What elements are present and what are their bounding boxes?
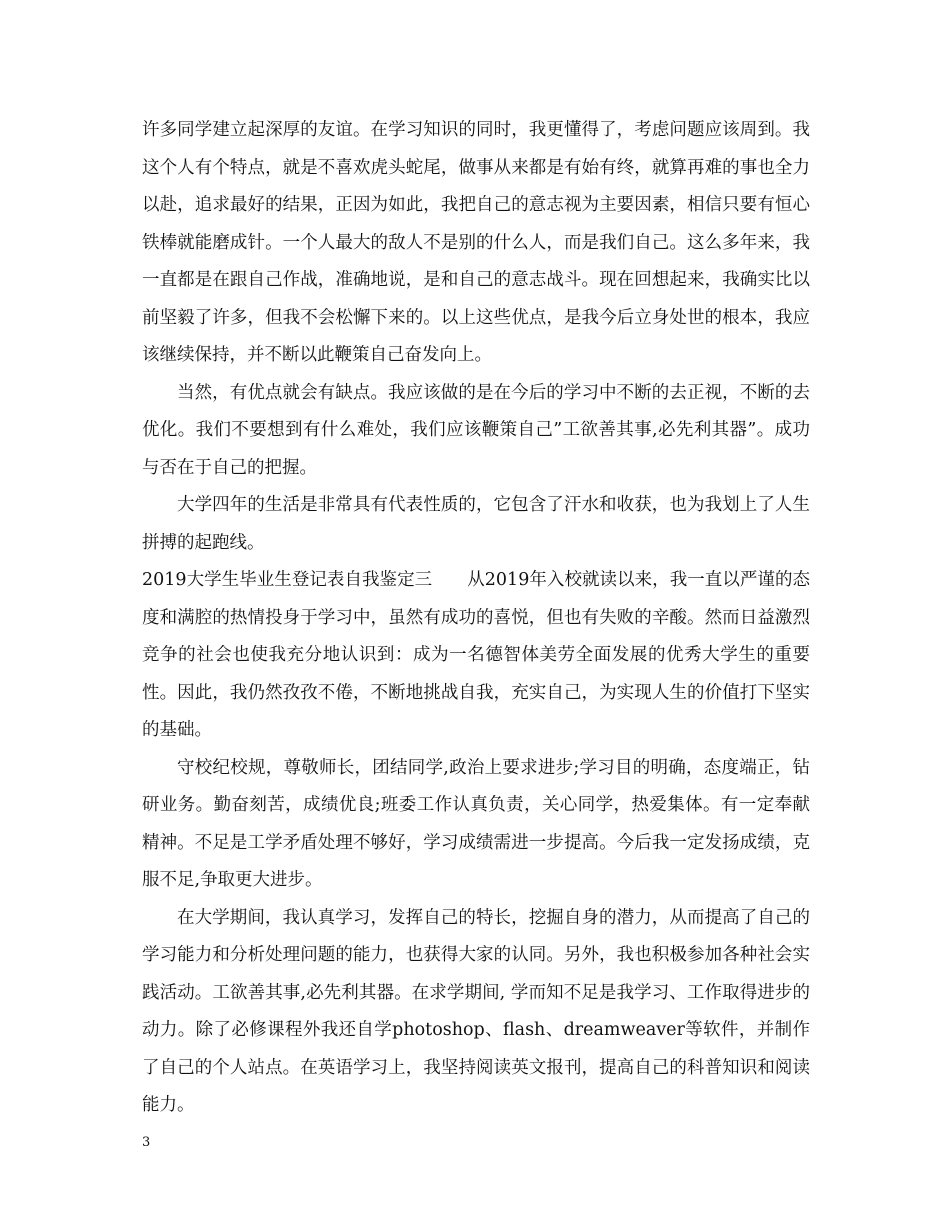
document-body	[142, 112, 810, 1125]
paragraph-section-three: 2019大学生毕业生登记表自我鉴定三 从2019年入校就读以来，我一直以严谨的态度和满腔的热情投身于学习中，虽然有成功的喜悦，但也有失败的辛酸。然而日益激烈竞争的社会也使我充分地认识到：成为一名德智体美劳全面发展的优秀大学生的重要性。因此，我仍然孜孜不倦，不断地挑战自我，充实自己，为实现人生的价值打下坚实的基础。	[142, 570, 810, 740]
paragraph-discipline: 守校纪校规，尊敬师长，团结同学,政治上要求进步;学习目的明确，态度端正，钻研业务。勤奋刻苦，成绩优良;班委工作认真负责，关心同学，热爱集体。有一定奉献精神。不足是工学矛盾处理不够好，学习成绩需进一步提高。今后我一定发扬成绩，克服不足,争取更大进步。	[142, 757, 810, 890]
paragraph-study-skills: 在大学期间，我认真学习，发挥自己的特长，挖掘自身的潜力，从而提高了自己的学习能力和分析处理问题的能力，也获得大家的认同。另外，我也积极参加各种社会实践活动。工欲善其事,必先利其器。在求学期间, 学而知不足是我学习、工作取得进步的动力。除了必修课程外我还自学photoshop、flash、dreamweaver等软件，并制作了自己的个人站点。在英语学习上，我坚持阅读英文报刊，提高自己的科普知识和阅读能力。	[142, 907, 810, 1115]
page-number: 3	[142, 1135, 151, 1150]
paragraph-shortcomings: 当然，有优点就会有缺点。我应该做的是在今后的学习中不断的去正视，不断的去优化。我们不要想到有什么难处，我们应该鞭策自己”工欲善其事,必先利其器”。成功与否在于自己的把握。	[142, 382, 810, 478]
paragraph-continuation: 许多同学建立起深厚的友谊。在学习知识的同时，我更懂得了，考虑问题应该周到。我这个人有个特点，就是不喜欢虎头蛇尾，做事从来都是有始有终，就算再难的事也全力以赴，追求最好的结果，正因为如此，我把自己的意志视为主要因素，相信只要有恒心铁棒就能磨成针。一个人最大的敌人不是别的什么人，而是我们自己。这么多年来，我一直都是在跟自己作战，准确地说，是和自己的意志战斗。现在回想起来，我确实比以前坚毅了许多，但我不会松懈下来的。以上这些优点，是我今后立身处世的根本，我应该继续保持，并不断以此鞭策自己奋发向上。	[142, 120, 810, 365]
paragraph-university-life: 大学四年的生活是非常具有代表性质的，它包含了汗水和收获，也为我划上了人生拼搏的起跑线。	[142, 495, 810, 553]
